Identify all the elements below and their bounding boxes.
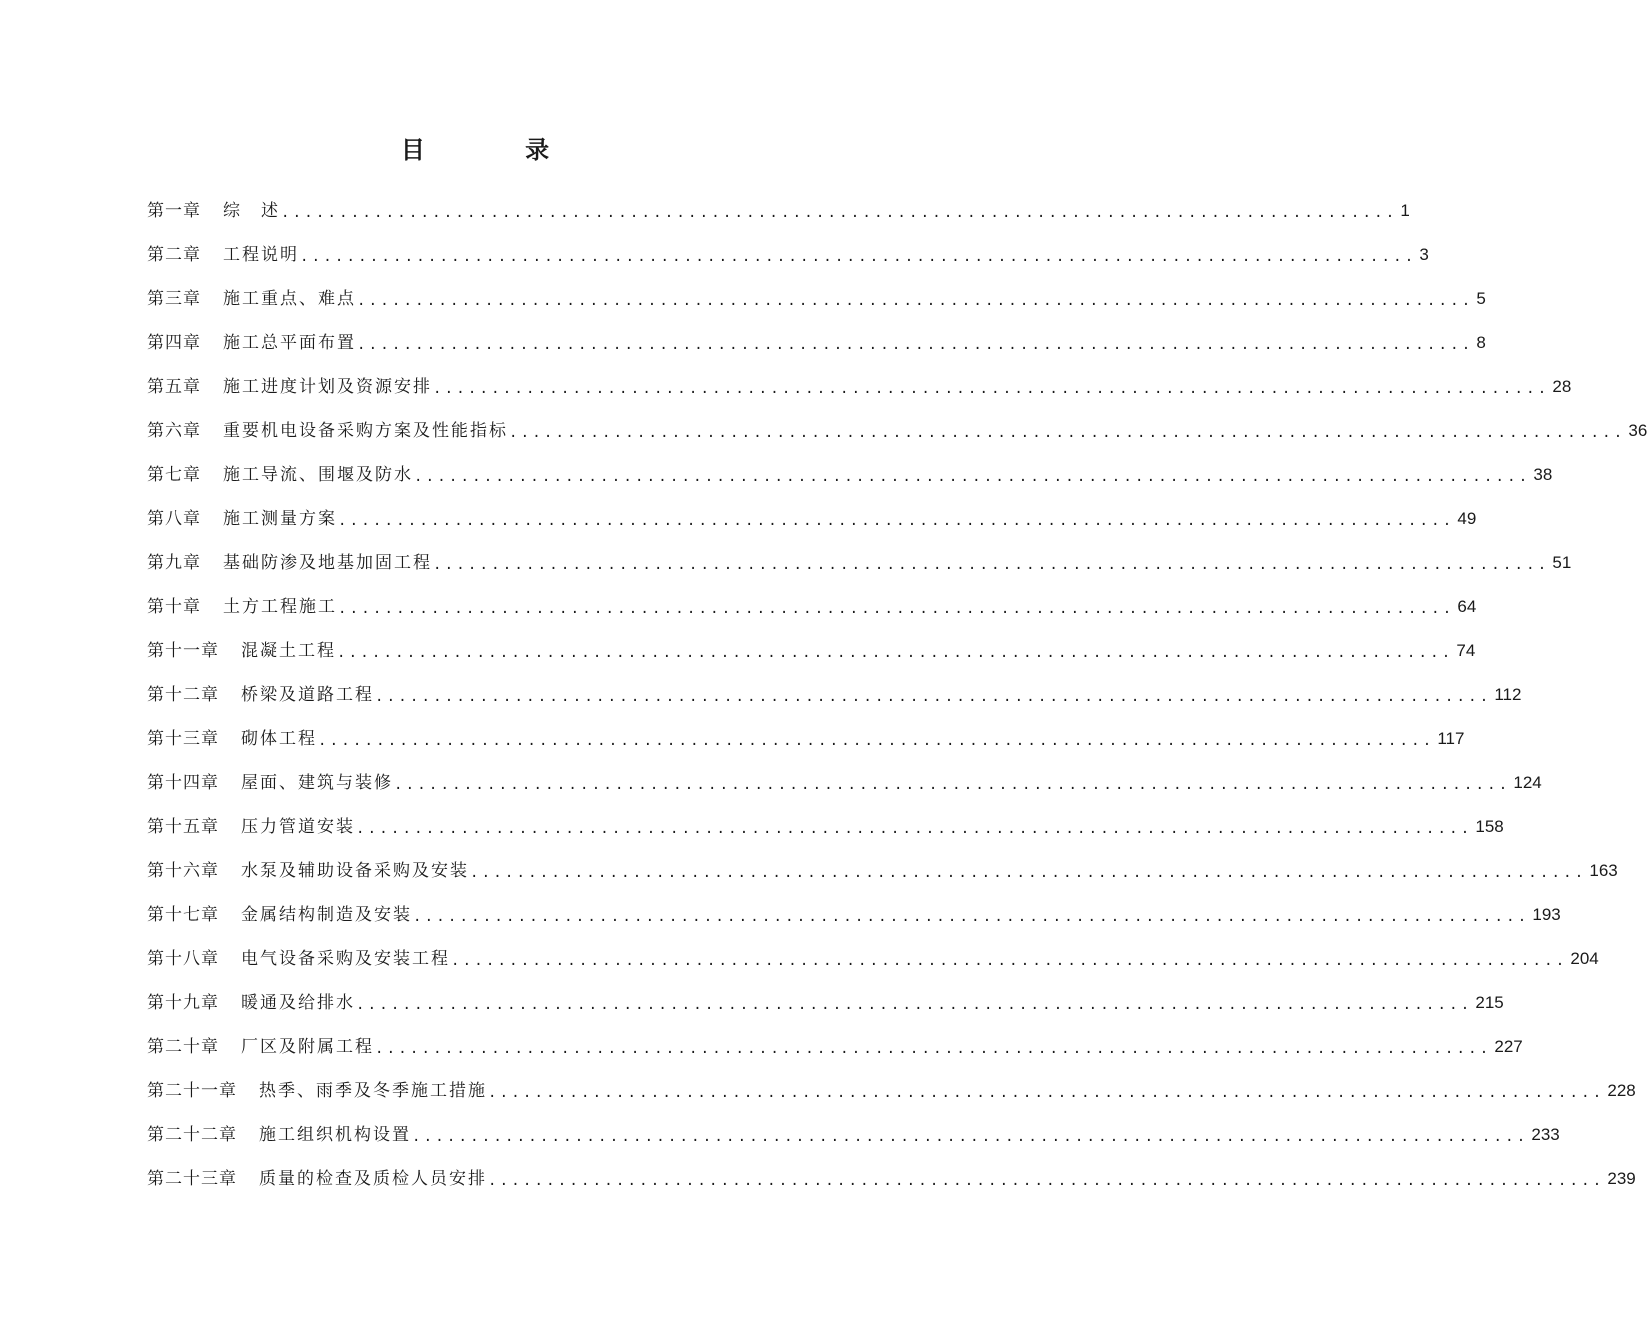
chapter-number: 第十四章 [147, 773, 219, 793]
dot-leader: ................................................................................................ [375, 689, 1492, 705]
chapter-title: 施工导流、围堰及防水 [223, 465, 413, 485]
toc-entry[interactable] [147, 1157, 1636, 1201]
chapter-title: 暖通及给排水 [241, 993, 355, 1013]
chapter-title: 桥梁及道路工程 [241, 685, 374, 705]
chapter-number: 第二章 [147, 245, 201, 265]
chapter-number: 第二十一章 [147, 1081, 237, 1101]
chapter-title: 施工进度计划及资源安排 [223, 377, 432, 397]
page-number: 117 [1437, 729, 1465, 748]
toc-entry[interactable] [147, 233, 1429, 277]
page-number: 49 [1457, 509, 1477, 528]
chapter-title: 综 述 [223, 201, 280, 221]
toc-entry[interactable] [147, 189, 1410, 233]
toc-entry[interactable] [147, 497, 1477, 541]
chapter-title: 砌体工程 [241, 729, 317, 749]
chapter-number: 第一章 [147, 201, 201, 221]
toc-entry[interactable] [147, 1025, 1523, 1069]
chapter-number: 第二十二章 [147, 1125, 237, 1145]
page-number: 1 [1400, 201, 1410, 220]
dot-leader: ................................................................................................ [433, 557, 1550, 573]
chapter-title: 施工总平面布置 [223, 333, 356, 353]
page-number: 193 [1532, 905, 1561, 924]
toc-entry[interactable] [147, 849, 1618, 893]
toc-entry[interactable] [147, 805, 1504, 849]
toc-entry[interactable] [147, 673, 1522, 717]
page-number: 74 [1456, 641, 1476, 660]
chapter-title: 基础防渗及地基加固工程 [223, 553, 432, 573]
dot-leader: ................................................................................................ [470, 865, 1587, 881]
chapter-number: 第十一章 [147, 641, 219, 661]
page-number: 204 [1570, 949, 1599, 968]
dot-leader: ................................................................................................ [356, 821, 1473, 837]
chapter-number: 第十五章 [147, 817, 219, 837]
toc-entry[interactable] [147, 629, 1476, 673]
toc-entry[interactable] [147, 585, 1477, 629]
dot-leader: ................................................................................................ [357, 293, 1474, 309]
dot-leader: ................................................................................................ [338, 601, 1455, 617]
toc-entry[interactable] [147, 937, 1599, 981]
page-number: 163 [1589, 861, 1618, 880]
dot-leader: ................................................................................................ [338, 513, 1455, 529]
dot-leader: ................................................................................................ [357, 337, 1474, 353]
toc-entry[interactable] [147, 981, 1504, 1025]
chapter-title: 土方工程施工 [223, 597, 337, 617]
dot-leader: ................................................................................................ [412, 1129, 1529, 1145]
chapter-title: 质量的检查及质检人员安排 [259, 1169, 487, 1189]
toc-list [147, 189, 1647, 1201]
page-number: 158 [1475, 817, 1504, 836]
page-number: 215 [1475, 993, 1504, 1012]
chapter-title: 混凝土工程 [241, 641, 336, 661]
toc-entry[interactable] [147, 541, 1572, 585]
chapter-number: 第二十章 [147, 1037, 219, 1057]
toc-entry[interactable] [147, 717, 1465, 761]
dot-leader: ................................................................................................ [318, 733, 1435, 749]
page-number: 8 [1476, 333, 1486, 352]
chapter-number: 第十三章 [147, 729, 219, 749]
page-number: 64 [1457, 597, 1477, 616]
chapter-title: 金属结构制造及安装 [241, 905, 412, 925]
chapter-title: 屋面、建筑与装修 [241, 773, 393, 793]
toc-entry[interactable] [147, 453, 1553, 497]
page-number: 228 [1607, 1081, 1636, 1100]
page-number: 38 [1533, 465, 1553, 484]
chapter-number: 第十章 [147, 597, 201, 617]
chapter-number: 第五章 [147, 377, 201, 397]
toc-entry[interactable] [147, 1113, 1560, 1157]
chapter-title: 施工测量方案 [223, 509, 337, 529]
toc-entry[interactable] [147, 1069, 1636, 1113]
chapter-title: 厂区及附属工程 [241, 1037, 374, 1057]
page-number: 233 [1531, 1125, 1560, 1144]
toc-entry[interactable] [147, 761, 1542, 805]
dot-leader: ................................................................................................ [433, 381, 1550, 397]
toc-entry[interactable] [147, 409, 1647, 453]
chapter-number: 第四章 [147, 333, 201, 353]
dot-leader: ................................................................................................ [356, 997, 1473, 1013]
dot-leader: ................................................................................................ [300, 249, 1417, 265]
dot-leader: ................................................................................................ [337, 645, 1454, 661]
chapter-title: 热季、雨季及冬季施工措施 [259, 1081, 487, 1101]
dot-leader: ................................................................................................ [394, 777, 1511, 793]
toc-entry[interactable] [147, 321, 1486, 365]
page-number: 51 [1552, 553, 1572, 572]
chapter-number: 第十七章 [147, 905, 219, 925]
chapter-number: 第九章 [147, 553, 201, 573]
chapter-title: 水泵及辅助设备采购及安装 [241, 861, 469, 881]
chapter-number: 第十八章 [147, 949, 219, 969]
dot-leader: ................................................................................................ [375, 1041, 1492, 1057]
page-number: 3 [1419, 245, 1429, 264]
chapter-title: 施工组织机构设置 [259, 1125, 411, 1145]
chapter-title: 施工重点、难点 [223, 289, 356, 309]
chapter-number: 第三章 [147, 289, 201, 309]
toc-entry[interactable] [147, 893, 1561, 937]
dot-leader: ................................................................................................ [509, 425, 1626, 441]
toc-entry[interactable] [147, 365, 1572, 409]
toc-heading: 目 录 [400, 135, 596, 164]
dot-leader: ................................................................................................ [281, 205, 1398, 221]
chapter-number: 第八章 [147, 509, 201, 529]
chapter-number: 第十九章 [147, 993, 219, 1013]
page-number: 112 [1494, 685, 1522, 704]
dot-leader: ................................................................................................ [413, 909, 1530, 925]
page-number: 227 [1494, 1037, 1523, 1056]
chapter-number: 第十六章 [147, 861, 219, 881]
chapter-number: 第二十三章 [147, 1169, 237, 1189]
chapter-title: 压力管道安装 [241, 817, 355, 837]
page-number: 28 [1552, 377, 1572, 396]
page-number: 124 [1513, 773, 1542, 792]
page-number: 5 [1476, 289, 1486, 308]
chapter-number: 第七章 [147, 465, 201, 485]
toc-entry[interactable] [147, 277, 1486, 321]
chapter-title: 工程说明 [223, 245, 299, 265]
dot-leader: ................................................................................................ [488, 1173, 1605, 1189]
page-number: 36 [1628, 421, 1647, 440]
chapter-number: 第十二章 [147, 685, 219, 705]
dot-leader: ................................................................................................ [451, 953, 1568, 969]
chapter-number: 第六章 [147, 421, 201, 441]
page-number: 239 [1607, 1169, 1636, 1188]
chapter-title: 重要机电设备采购方案及性能指标 [223, 421, 508, 441]
dot-leader: ................................................................................................ [414, 469, 1531, 485]
dot-leader: ................................................................................................ [488, 1085, 1605, 1101]
chapter-title: 电气设备采购及安装工程 [241, 949, 450, 969]
